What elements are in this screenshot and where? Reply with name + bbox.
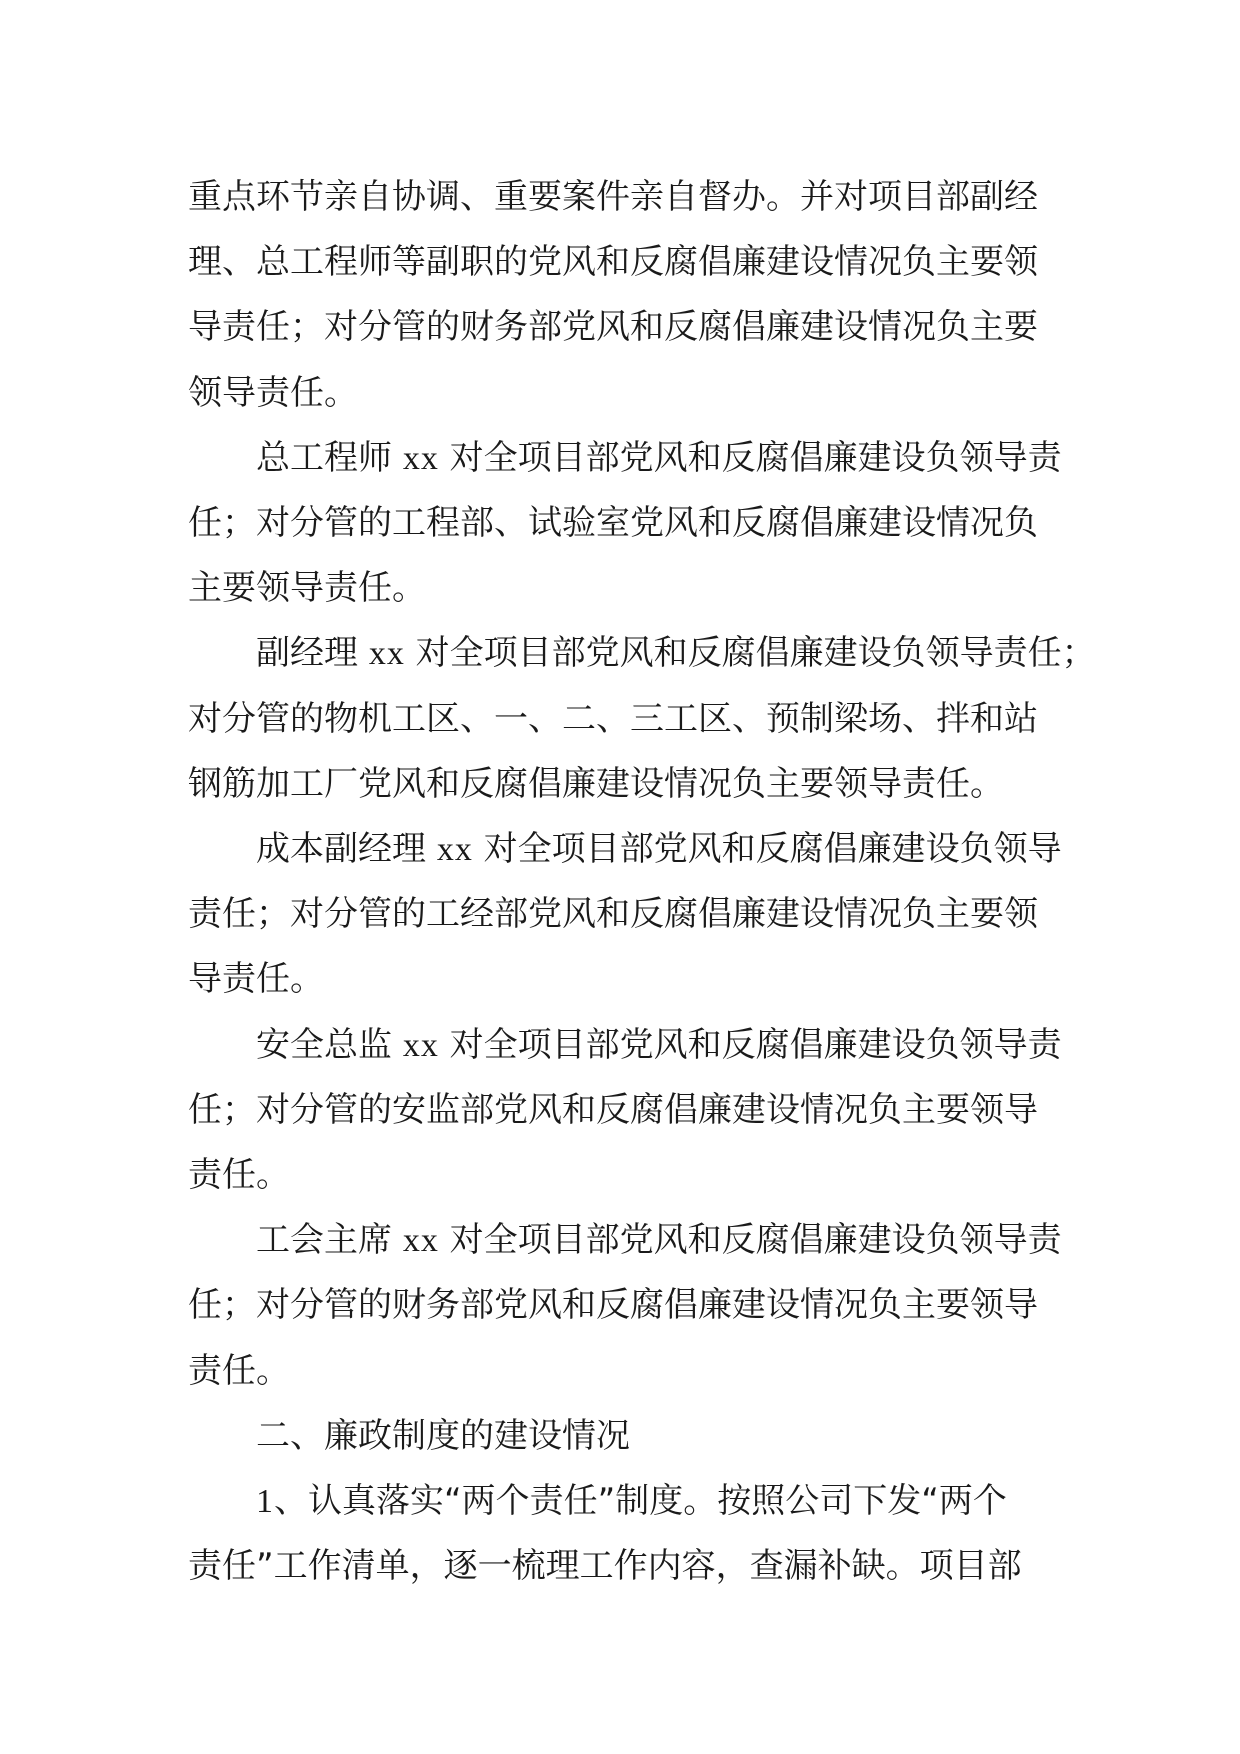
text-line: 任；对分管的安监部党风和反腐倡廉建设情况负主要领导 [188,1089,1038,1130]
text-line: 副经理 xx 对全项目部党风和反腐倡廉建设负领导责任； [256,633,1096,674]
text-line: 安全总监 xx 对全项目部党风和反腐倡廉建设负领导责 [256,1024,1062,1065]
paragraph-safety-director [188,1013,1062,1209]
text-line: 责任。 [188,1155,290,1196]
paragraph-union-chairman [188,1208,1062,1404]
paragraph-leader-responsibility [188,165,1048,426]
text-line: 导责任；对分管的财务部党风和反腐倡廉建设情况负主要 [188,307,1038,348]
text-line: 导责任。 [188,959,324,1000]
text-line: 1、认真落实“两个责任”制度。按照公司下发“两个 [256,1481,1007,1522]
text-line: 理、总工程师等副职的党风和反腐倡廉建设情况负主要领 [188,242,1038,283]
text-line: 责任；对分管的工经部党风和反腐倡廉建设情况负主要领 [188,894,1038,935]
text-line: 领导责任。 [188,372,358,413]
text-line: 责任。 [188,1350,290,1391]
text-line: 重点环节亲自协调、重要案件亲自督办。并对项目部副经 [188,177,1038,217]
text-line: 责任”工作清单，逐一梳理工作内容，查漏补缺。项目部 [188,1546,1022,1587]
document-body [188,165,1096,1599]
section-heading-integrity-system [188,1404,1048,1469]
paragraph-two-responsibilities [188,1469,1048,1599]
text-line: 任；对分管的财务部党风和反腐倡廉建设情况负主要领导 [188,1285,1038,1326]
text-line: 工会主席 xx 对全项目部党风和反腐倡廉建设负领导责 [256,1220,1062,1261]
paragraph-deputy-manager [188,621,1096,817]
text-line: 主要领导责任。 [188,568,426,609]
text-line: 对分管的物机工区、一、二、三工区、预制梁场、拌和站 [188,698,1038,739]
section-heading: 二、廉政制度的建设情况 [256,1415,630,1456]
text-line: 成本副经理 xx 对全项目部党风和反腐倡廉建设负领导 [256,829,1062,870]
text-line: 任；对分管的工程部、试验室党风和反腐倡廉建设情况负 [188,503,1038,544]
paragraph-cost-deputy-manager [188,817,1062,1013]
text-line: 总工程师 xx 对全项目部党风和反腐倡廉建设负领导责 [256,437,1062,478]
paragraph-chief-engineer [188,426,1062,622]
text-line: 钢筋加工厂党风和反腐倡廉建设情况负主要领导责任。 [188,763,1004,804]
